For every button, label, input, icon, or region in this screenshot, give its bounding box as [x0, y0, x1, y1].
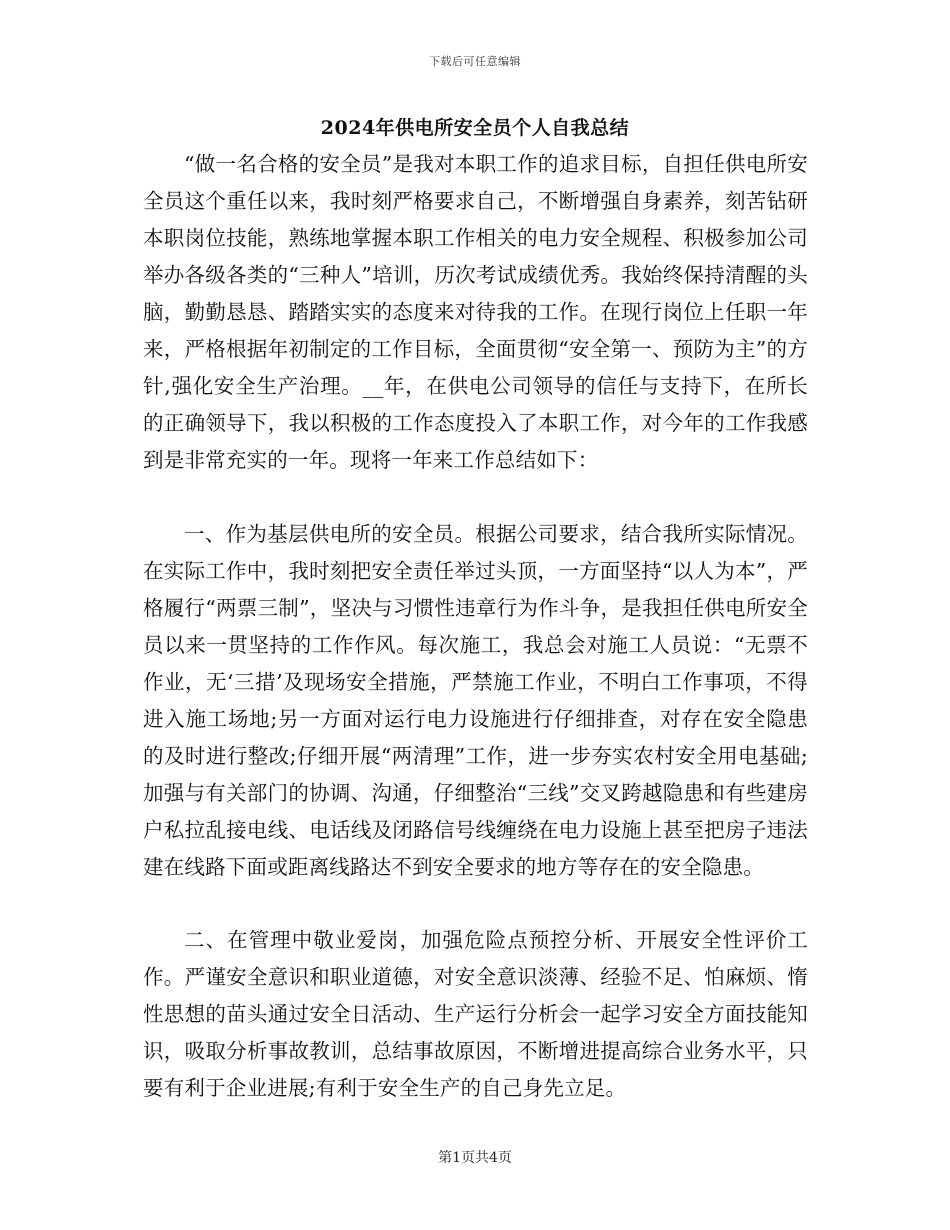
page-number: 第1页共4页	[438, 1150, 512, 1166]
header-note: 下载后可任意编辑	[429, 55, 521, 68]
paragraph: “做一名合格的安全员”是我对本职工作的追求目标，自担任供电所安全员这个重任以来，我时刻严格要求自己，不断增强自身素养，刻苦钻研本职岗位技能，熟练地掌握本职工作相关的电力安全规程、积极参加公司举办各级各类的“三种人”培训，历次考试成绩优秀。我始终保持清醒的头脑，勤勤恳恳、踏踏实实的态度来对待我的工作。在现行岗位上任职一年来，严格根据年初制定的工作目标，全面贯彻“安全第一、预防为主”的方针,强化安全生产治理。__年，在供电公司领导的信任与支持下，在所长的正确领导下，我以积极的工作态度投入了本职工作，对今年的工作我感到是非常充实的一年。现将一年来工作总结如下：	[143, 152, 808, 472]
paragraph: 一、作为基层供电所的安全员。根据公司要求，结合我所实际情况。在实际工作中，我时刻把安全责任举过头顶，一方面坚持“以人为本”，严格履行“两票三制”，坚决与习惯性违章行为作斗争，是我担任供电所安全员以来一贯坚持的工作作风。每次施工，我总会对施工人员说：“无票不作业，无‘三措’及现场安全措施，严禁施工作业，不明白工作事项，不得进入施工场地;另一方面对运行电力设施进行仔细排查，对存在安全隐患的及时进行整改;仔细开展“两清理”工作，进一步夯实农村安全用电基础;加强与有关部门的协调、沟通，仔细整治“三线”交叉跨越隐患和有些建房户私拉乱接电线、电话线及闭路信号线缠绕在电力设施上甚至把房子违法建在线路下面或距离线路达不到安全要求的地方等存在的安全隐患。	[143, 522, 808, 879]
document-body-section-2	[143, 516, 808, 886]
document-body-section-3	[143, 922, 808, 1107]
document-title: 2024年供电所安全员个人自我总结	[320, 117, 630, 139]
paragraph: 二、在管理中敬业爱岗，加强危险点预控分析、开展安全性评价工作。严谨安全意识和职业道德，对安全意识淡薄、经验不足、怕麻烦、惰性思想的苗头通过安全日活动、生产运行分析会一起学习安全方面技能知识，吸取分析事故教训，总结事故原因，不断增进提高综合业务水平，只要有利于企业进展;有利于安全生产的自己身先立足。	[143, 928, 808, 1100]
document-body-section-1	[143, 146, 808, 479]
